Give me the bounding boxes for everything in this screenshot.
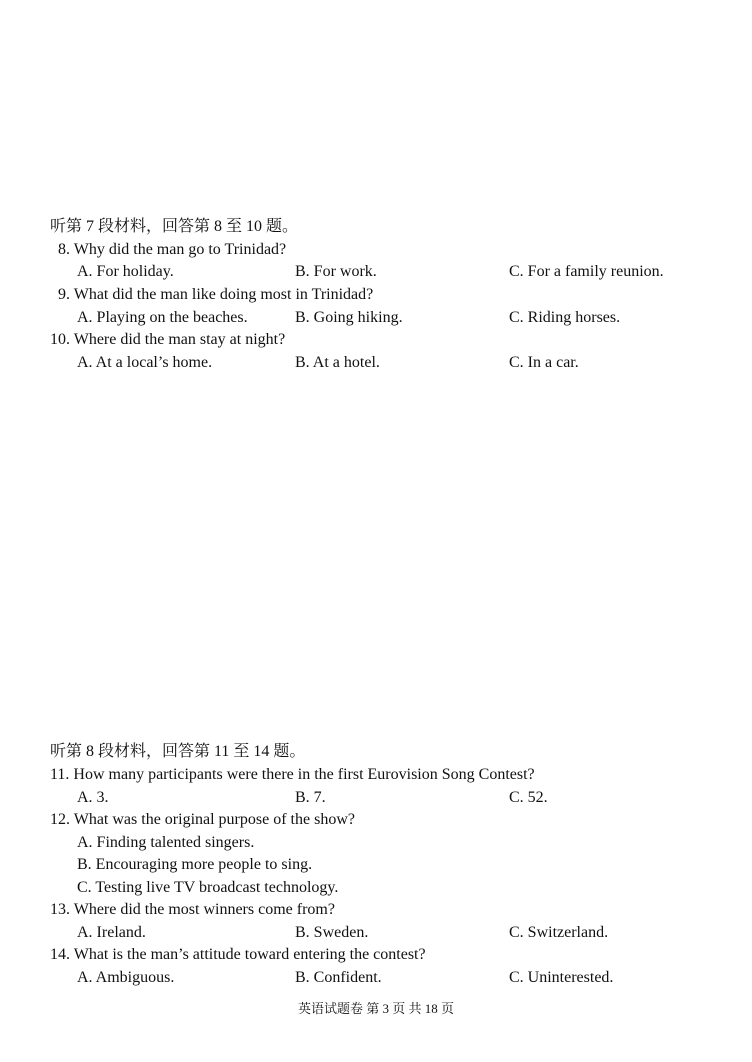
question-8: 8. Why did the man go to Trinidad? bbox=[58, 241, 287, 258]
question-11: 11. How many participants were there in the first Eurovision Song Contest? bbox=[50, 766, 535, 783]
option-b: B. Going hiking. bbox=[295, 309, 403, 326]
option-a: A. 3. bbox=[77, 789, 109, 806]
option-a: A. For holiday. bbox=[77, 263, 174, 280]
question-14: 14. What is the man’s attitude toward entering the contest? bbox=[50, 946, 426, 963]
option-a: A. Ambiguous. bbox=[77, 969, 175, 986]
option-c: C. In a car. bbox=[509, 354, 579, 371]
question-10-options bbox=[50, 352, 722, 374]
question-13-options bbox=[50, 922, 722, 944]
question-12-option-b bbox=[50, 854, 722, 876]
question-12: 12. What was the original purpose of the show? bbox=[50, 811, 355, 828]
option-c: C. Testing live TV broadcast technology. bbox=[77, 879, 339, 896]
question-9-options bbox=[50, 307, 722, 329]
question-14-options bbox=[50, 967, 722, 989]
option-c: C. For a family reunion. bbox=[509, 263, 664, 280]
option-a: A. Playing on the beaches. bbox=[77, 309, 248, 326]
option-b: B. At a hotel. bbox=[295, 354, 380, 371]
question-12-option-c bbox=[50, 877, 722, 899]
option-b: B. Sweden. bbox=[295, 924, 369, 941]
option-c: C. Riding horses. bbox=[509, 309, 621, 326]
option-a: A. At a local’s home. bbox=[77, 354, 213, 371]
question-8-options bbox=[50, 261, 722, 283]
question-12-option-a bbox=[50, 832, 722, 854]
option-a: A. Finding talented singers. bbox=[77, 834, 255, 851]
question-10: 10. Where did the man stay at night? bbox=[50, 331, 286, 348]
page-footer: 英语试题卷 第 3 页 共 18 页 bbox=[297, 1001, 454, 1016]
question-13: 13. Where did the most winners come from? bbox=[50, 901, 335, 918]
option-b: B. Confident. bbox=[295, 969, 382, 986]
option-c: C. Uninterested. bbox=[509, 969, 614, 986]
option-b: B. For work. bbox=[295, 263, 377, 280]
option-c: C. Switzerland. bbox=[509, 924, 609, 941]
option-a: A. Ireland. bbox=[77, 924, 146, 941]
option-b: B. Encouraging more people to sing. bbox=[77, 856, 313, 873]
section-heading: 听第 8 段材料，回答第 11 至 14 题。 bbox=[50, 743, 306, 760]
question-9: 9. What did the man like doing most in Trinidad? bbox=[58, 286, 374, 303]
option-b: B. 7. bbox=[295, 789, 326, 806]
question-11-options bbox=[50, 787, 722, 809]
option-c: C. 52. bbox=[509, 789, 548, 806]
section-heading: 听第 7 段材料，回答第 8 至 10 题。 bbox=[50, 218, 299, 235]
